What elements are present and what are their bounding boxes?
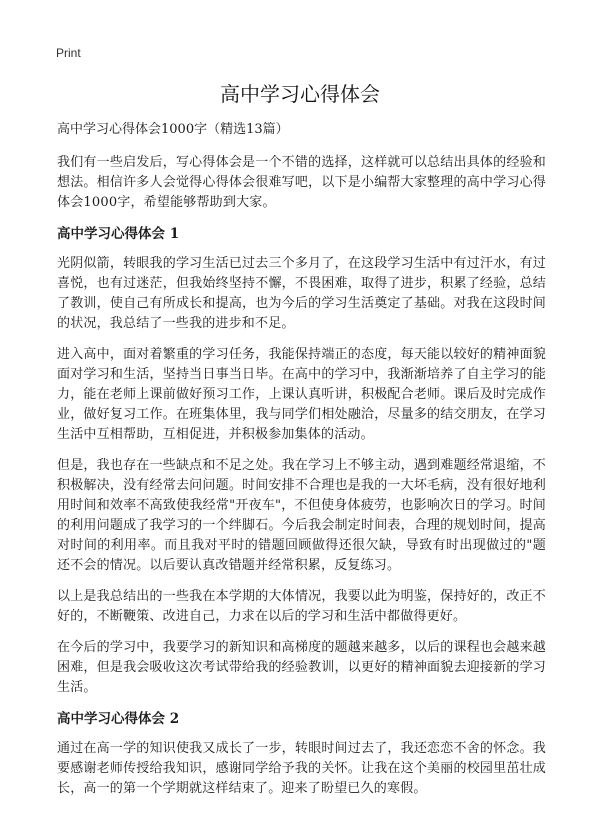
section-heading-1: 高中学习心得体会 1 — [57, 226, 180, 242]
section-1-paragraph-1: 光阴似箭，转眼我的学习生活已过去三个多月了，在这段学习生活中有过汗水，有过喜悦，也有过迷茫，但我始终坚持不懈，不畏困难，取得了进步，积累了经验，总结了教训，使自己有所成长和提高，也为今后的学习生活奠定了基础。对我在这段时间的状况，我总结了一些我的进步和不足。 — [57, 256, 546, 331]
section-2-paragraph-1: 通过在高一学的知识使我又成长了一步，转眼时间过去了，我还恋恋不舍的怀念。我要感谢老师传授给我知识，感谢同学给予我的关怀。让我在这个美丽的校园里茁壮成长，高一的第一个学期就这样结束了。迎来了盼望已久的寒假。 — [57, 741, 546, 796]
section-1-paragraph-3: 但是，我也存在一些缺点和不足之处。我在学习上不够主动，遇到难题经常退缩，不积极解决，没有经常去问问题。时间安排不合理也是我的一大坏毛病，没有很好地利用时间和效率不高致使我经常"开夜车"，不但使身体疲劳，也影响次日的学习。时间的利用问题成了我学习的一个绊脚石。今后我会制定时间表，合理的规划时间，提高对时间的利用率。而且我对平时的错题回顾做得还很欠缺，导致有时出现做过的"题还不会的情况。以后要认真改错题并经常积累，反复练习。 — [57, 458, 546, 573]
page-title: 高中学习心得体会 — [220, 82, 380, 106]
print-link[interactable]: Print — [56, 46, 81, 60]
document-subtitle: 高中学习心得体会1000字（精选13篇） — [57, 122, 289, 137]
intro-paragraph: 我们有一些启发后，写心得体会是一个不错的选择，这样就可以总结出具体的经验和想法。相信许多人会觉得心得体会很难写吧，以下是小编帮大家整理的高中学习心得体会1000字，希望能够帮助到大家。 — [57, 155, 546, 210]
section-1-paragraph-5: 在今后的学习中，我要学习的新知识和高梯度的题越来越多，以后的课程也会越来越困难，但是我会吸收这次考试带给我的经验教训，以更好的精神面貌去迎接新的学习生活。 — [57, 640, 546, 695]
section-1-paragraph-2: 进入高中，面对着繁重的学习任务，我能保持端正的态度，每天能以较好的精神面貌面对学习和生活，坚持当日事当日毕。在高中的学习中，我渐渐培养了自主学习的能力，能在老师上课前做好预习工作，上课认真听讲，积极配合老师。课后及时完成作业，做好复习工作。在班集体里，我与同学们相处融洽，尽量多的结交朋友，在学习生活中互相帮助，互相促进，并积极参加集体的活动。 — [57, 347, 546, 442]
section-heading-2: 高中学习心得体会 2 — [57, 711, 180, 727]
document-body — [57, 121, 546, 810]
section-1-paragraph-4: 以上是我总结出的一些我在本学期的大体情况，我要以此为明鉴，保持好的，改正不好的，不断鞭策、改进自己，力求在以后的学习和生活中都做得更好。 — [57, 589, 546, 624]
